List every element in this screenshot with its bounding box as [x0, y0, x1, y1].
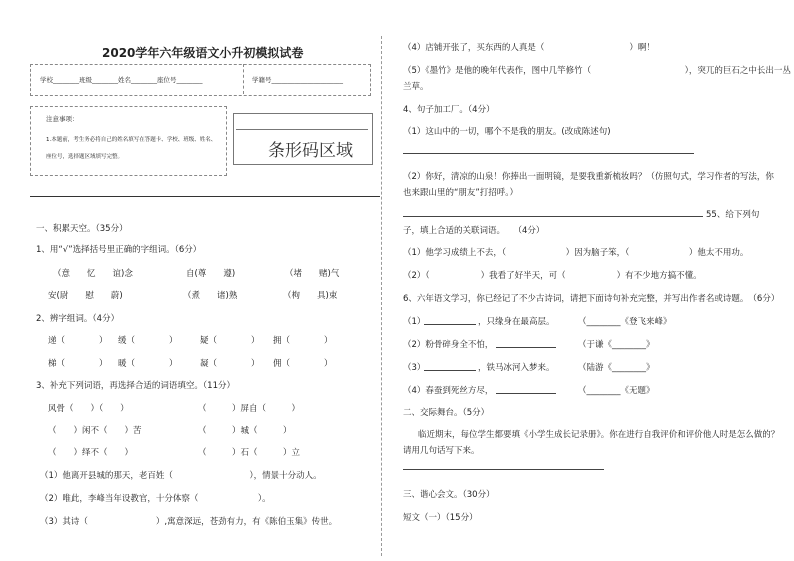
blank-line — [424, 324, 476, 325]
question-6: 6、六年语文学习，你已经记了不少古诗词，请把下面诗句补充完整，并写出作者名或诗题。 （6分） — [403, 294, 780, 304]
q6-item-1-source: （________《登飞来峰》 — [578, 317, 672, 327]
q3-sentence-5: （5）《墨竹》是他的晚年代表作，图中几竿修竹（ ），突兀的巨石之中长出一丛 — [403, 66, 791, 76]
answer-line — [403, 216, 703, 217]
q3-sentence-3: （3）其诗（ ）,寓意深远，苍劲有力，有《陈伯玉集》传世。 — [40, 517, 338, 527]
blank-line — [424, 370, 476, 371]
column-divider — [381, 36, 382, 556]
q1-item: （意 忆 谊)念 — [53, 269, 133, 279]
question-5-start: 55、给下列句 — [706, 210, 760, 220]
question-1: 1、用“√”选择括号里正确的字组词。（6分） — [36, 245, 202, 255]
info-divider — [243, 64, 244, 94]
q1-item: （枸 具)束 — [283, 291, 338, 301]
q6-item-1-text: ，只缘身在最高层。 — [478, 317, 555, 327]
q2-item: 疑（ ） — [200, 336, 260, 346]
answer-line — [403, 469, 604, 470]
q3-idiom: 风骨（ ）（ ） — [48, 404, 129, 414]
section-2-heading: 二、交际舞台。（5分） — [403, 408, 490, 418]
question-2: 2、辨字组词。（4分） — [36, 314, 120, 324]
q2-item: 暖（ ） — [118, 359, 178, 369]
q2-item: 拥（ ） — [273, 336, 333, 346]
passage-1-heading: 短文（一）（15分） — [403, 513, 478, 523]
notice-line-2: 座位号，选择题区域填写完整。 — [46, 154, 124, 160]
q3-sentence-4: （4）店铺开张了，买东西的人真是（ ）啊！ — [403, 43, 655, 53]
q2-item: 梯（ ） — [48, 359, 108, 369]
q6-item-4-source: （________《无题》 — [578, 386, 655, 396]
q2-item: 递（ ） — [48, 336, 108, 346]
q1-item: 安(尉 慰 蔚) — [48, 291, 123, 301]
question-4: 4、句子加工厂。（4分） — [403, 105, 495, 115]
section-3-heading: 三、谐心会文。（30分） — [403, 490, 495, 500]
q1-item: （煮 诸)熟 — [183, 291, 238, 301]
q1-item: 自(尊 遵) — [186, 269, 236, 279]
q3-sentence-2: （2）唯此，李峰当年设教官，十分体察（ ）。 — [40, 494, 271, 504]
q3-idiom: （ ）城（ ） — [198, 426, 292, 436]
q2-item: 凝（ ） — [200, 359, 260, 369]
header-rule — [30, 196, 380, 197]
q2-item: 缓（ ） — [118, 336, 178, 346]
q1-item: （堵 赌)气 — [285, 269, 340, 279]
q4-item-1: （1）这山中的一切，哪个不是我的朋友。(改成陈述句) — [403, 127, 611, 137]
student-info-fields: 学校________班级________姓名________座位号________ — [40, 76, 203, 84]
q4-item-2-cont: 也来跟山里的“朋友”打招呼。） — [403, 188, 519, 198]
q6-item-2-source: （于谦《________》 — [578, 340, 655, 350]
q3-sentence-5-cont: 兰草。 — [403, 82, 429, 92]
barcode-label: 条形码区域 — [268, 141, 353, 161]
q6-item-3-source: （陆游《________》 — [578, 363, 655, 373]
q3-idiom: （ ）石（ ）立 — [198, 448, 301, 458]
student-id-field: 学籍号______________________ — [252, 76, 343, 84]
q6-item-1-num: （1） — [403, 317, 426, 327]
q3-idiom: （ ）绎不（ ） — [48, 448, 134, 458]
q5-item-2: （2）（ ）我看了好半天，可（ ）有不少地方搞不懂。 — [403, 271, 702, 281]
question-3: 3、补充下列词语，再选择合适的词语填空。（11分） — [36, 381, 235, 391]
section-2-body: 临近期末，每位学生都要填《小学生成长记录册》。你在进行自我评价和评价他人时是怎么做的？ — [418, 430, 780, 440]
q6-item-3-text: ，铁马冰河入梦来。 — [478, 363, 555, 373]
notice-line-1: 1.本题前，考生务必将自己的姓名填写在答题卡、学校、班级、姓名、 — [46, 137, 217, 143]
notice-title: 注意事项： — [46, 115, 79, 123]
q3-sentence-1: （1）他离开县城的那天，老百姓（ ），情景十分动人。 — [40, 471, 322, 481]
question-5-cont: 子，填上合适的关联词语。 （4分） — [403, 226, 545, 236]
blank-line — [496, 393, 556, 394]
q3-idiom: （ ）屏自（ ） — [198, 404, 301, 414]
q6-item-3-num: （3） — [403, 363, 426, 373]
exam-title: 2020学年六年级语文小升初模拟试卷 — [102, 46, 304, 60]
section-1-heading: 一、积累天空。（35分） — [36, 224, 128, 234]
q2-item: 佣（ ） — [273, 359, 333, 369]
answer-line — [403, 153, 694, 154]
q4-item-2: （2）你好，清凉的山泉！你捧出一面明镜，是要我重新梳妆吗？（仿照句式，学习作者的写法，你 — [403, 172, 774, 182]
section-2-body-cont: 请用几句话写下来。 — [403, 446, 480, 456]
q6-item-2-text: （2）粉骨碎身全不怕， — [403, 340, 494, 350]
blank-line — [496, 347, 556, 348]
q6-item-4-text: （4）春蚕到死丝方尽， — [403, 386, 494, 396]
q5-item-1: （1）他学习成绩上不去，（ ）因为脑子笨，（ ）他太不用功。 — [403, 248, 749, 258]
q3-idiom: （ ）闲不（ ）苦 — [48, 426, 142, 436]
